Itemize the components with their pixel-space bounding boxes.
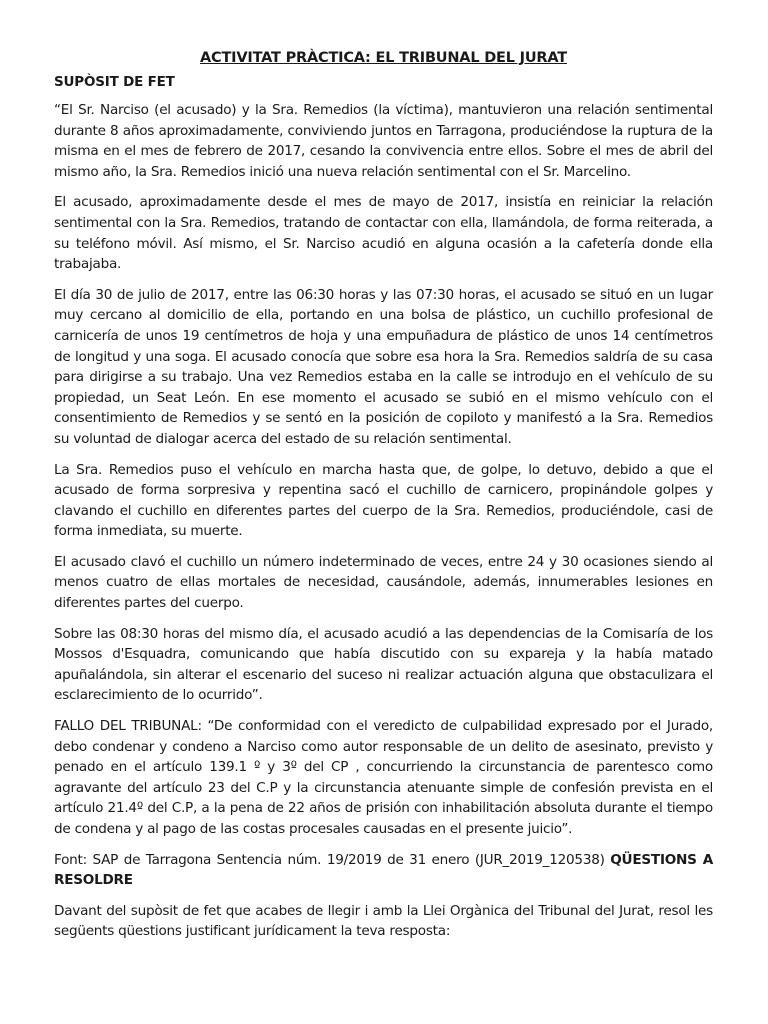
paragraph-ruling: FALLO DEL TRIBUNAL: “De conformidad con el veredicto de culpabilidad expresado por el Jurado, debo condenar y condeno a Narciso como autor responsable de un delito de asesinato, previsto y penado en el artículo 139.1 º y 3º del CP , concurriendo la circunstancia de parentesco como agravante del artículo 23 del C.P y la circunstancia atenuante simple de confesión prevista en el artículo 21.4º del C.P, a la pena de 22 años de prisión con inhabilitación absoluta durante el tiempo de condena y al pago de las costas procesales causadas en el presente juicio”.	[54, 718, 713, 837]
paragraph-events: El día 30 de julio de 2017, entre las 06:30 horas y las 07:30 horas, el acusado se situó en un lugar muy cercano al domicilio de ella, portando en una bolsa de plástico, un cuchillo profesional de carnicería de unos 19 centímetros de hoja y una empuñadura de plástico de unos 14 centímetros de longitud y una soga. El acusado conocía que sobre esa hora la Sra. Remedios saldría de su casa para dirigirse a su trabajo. Una vez Remedios estaba en la calle se introdujo en el vehículo de su propiedad, un Seat León. En ese momento el acusado se subió en el mismo vehículo con el consentimiento de Remedios y se sentó en la posición de copiloto y manifestó a la Sra. Remedios su voluntad de dialogar acerca del estado de su relación sentimental.	[54, 286, 713, 447]
document-title: ACTIVITAT PRÀCTICA: EL TRIBUNAL DEL JURAT	[200, 50, 567, 66]
section-heading-questions: QÜESTIONS A RESOLDRE	[54, 851, 713, 889]
paragraph-harassment: El acusado, aproximadamente desde el mes de mayo de 2017, insistía en reiniciar la relación sentimental con la Sra. Remedios, tratando de contactar con ella, llamándola, de forma reiterada, a su teléfono móvil. Así mismo, el Sr. Narciso acudió en alguna ocasión a la cafetería donde ella trabajaba.	[54, 194, 713, 273]
source-citation: Font: SAP de Tarragona Sentencia núm. 19/2019 de 31 enero (JUR_2019_120538)	[54, 851, 605, 868]
source-line	[54, 850, 713, 891]
instructions-paragraph: Davant del supòsit de fet que acabes de llegir i amb la Llei Orgànica del Tribunal del Jurat, resol les següents qüestions justificant jurídicament la teva resposta:	[54, 902, 713, 940]
paragraph-relationship: “El Sr. Narciso (el acusado) y la Sra. Remedios (la víctima), mantuvieron una relación sentimental durante 8 años aproximadamente, conviviendo juntos en Tarragona, produciéndose la ruptura de la misma en el mes de febrero de 2017, cesando la convivencia entre ellos. Sobre el mes de abril del mismo año, la Sra. Remedios inició una nueva relación sentimental con el Sr. Marcelino.	[54, 102, 713, 180]
paragraph-attack: La Sra. Remedios puso el vehículo en marcha hasta que, de golpe, lo detuvo, debido a que el acusado de forma sorpresiva y repentina sacó el cuchillo de carnicero, propinándole golpes y clavando el cuchillo en diferentes partes del cuerpo de la Sra. Remedios, produciéndole, casi de forma inmediata, su muerte.	[54, 461, 713, 540]
paragraph-confession: Sobre las 08:30 horas del mismo día, el acusado acudió a las dependencias de la Comisaría de los Mossos d'Esquadra, comunicando que había discutido con su expareja y la había matado apuñalándola, sin alterar el escenario del suceso ni realizar actuación alguna que obstaculizara el esclarecimiento de lo ocurrido”.	[54, 625, 713, 704]
section-heading-facts: SUPÒSIT DE FET	[54, 74, 175, 90]
paragraph-wounds: El acusado clavó el cuchillo un número indeterminado de veces, entre 24 y 30 ocasiones siendo al menos cuatro de ellas mortales de necesidad, causándole, además, innumerables lesiones en diferentes partes del cuerpo.	[54, 553, 713, 612]
document-page	[54, 50, 713, 952]
